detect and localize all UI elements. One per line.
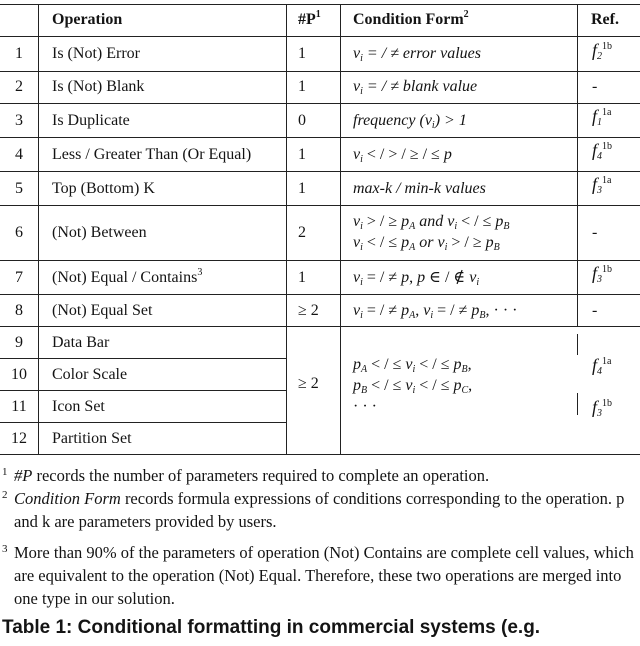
reference-none: -: [592, 224, 598, 241]
table-caption: Table 1: Conditional formatting in commercial systems (e.g.: [2, 617, 541, 638]
condition-form: $v_i$ > / ≥ $p_A$ and $v_i$ < / ≤ $p_B$: [353, 213, 510, 232]
row-number: 12: [11, 430, 27, 447]
table-rule: [0, 71, 640, 72]
condition-form: · · ·: [353, 398, 377, 415]
condition-form: $v_i$ < / > / ≥ / ≤ p: [353, 146, 452, 165]
operation-name: (Not) Equal / Contains$^3$: [52, 267, 203, 286]
reference-figure: $f_4^{1b}$: [592, 140, 613, 162]
table-rule: [0, 103, 640, 104]
condition-form: $p_A$ < / ≤ $v_i$ < / ≤ $p_B$,: [353, 356, 472, 375]
reference-none: -: [592, 78, 598, 95]
condition-form: max-k / min-k values: [353, 180, 486, 197]
reference-figure: $f_3^{1a}$: [592, 174, 612, 196]
condition-form: $p_B$ < / ≤ $v_i$ < / ≤ $p_C$,: [353, 377, 473, 396]
operation-name: Color Scale: [52, 366, 128, 383]
row-number: 2: [15, 78, 23, 95]
reference-figure: $f_2^{1b}$: [592, 40, 613, 62]
table-rule: [0, 326, 640, 327]
header-params: $\#P^1$: [298, 9, 321, 28]
table-rule: [0, 137, 640, 138]
condition-form: $v_i$ < / ≤ $p_A$ or $v_i$ > / ≥ $p_B$: [353, 234, 500, 253]
condition-form: $v_i$ = / ≠ p, p ∈ / ∉ $v_i$: [353, 269, 480, 288]
row-number: 7: [15, 269, 23, 286]
row-number: 3: [15, 112, 23, 129]
table-divider: [577, 393, 578, 415]
param-count: 2: [298, 224, 306, 241]
param-count: 1: [298, 45, 306, 62]
header-ref: Ref.: [591, 11, 619, 28]
operation-name: Is Duplicate: [52, 112, 130, 129]
param-count: 0: [298, 112, 306, 129]
operation-name: Is (Not) Error: [52, 45, 140, 62]
table-divider: [286, 4, 287, 454]
operation-name: Icon Set: [52, 398, 105, 415]
table-divider: [340, 4, 341, 454]
operation-name: Less / Greater Than (Or Equal): [52, 146, 252, 163]
param-count: ≥ 2: [298, 302, 319, 319]
table-divider: [577, 4, 578, 326]
table-rule: [0, 294, 640, 295]
param-count: ≥ 2: [298, 375, 319, 392]
footnote-2: 2 Condition Form records formula expressions of conditions corresponding to the operation. p and k are parameters provided by users.: [2, 489, 625, 531]
operation-name: Partition Set: [52, 430, 132, 447]
operation-name: Top (Bottom) K: [52, 180, 155, 197]
condition-form: $v_i$ = / ≠ error values: [353, 45, 481, 64]
row-number: 4: [15, 146, 23, 163]
param-count: 1: [298, 269, 306, 286]
footnote-3: 3 More than 90% of the parameters of operation (Not) Contains are complete cell values, which are equivalent to the operation (Not) Equal. Therefore, these two operations are merged into one type in our solution.: [2, 543, 634, 608]
table-rule: [0, 260, 640, 261]
table-rule: [0, 454, 640, 455]
table-rule: [0, 4, 640, 5]
table-rule: [0, 358, 286, 359]
condition-form: frequency $(v_i) > 1$: [353, 112, 467, 131]
header-operation: Operation: [52, 11, 123, 28]
reference-figure: $f_3^{1b}$: [592, 263, 613, 285]
reference-figure: $f_3^{1b}$: [592, 397, 613, 419]
reference-figure: $f_1^{1a}$: [592, 106, 612, 128]
table-divider: [38, 4, 39, 454]
param-count: 1: [298, 146, 306, 163]
table-rule: [0, 422, 286, 423]
row-number: 1: [15, 45, 23, 62]
operation-name: Data Bar: [52, 334, 110, 351]
operation-name: Is (Not) Blank: [52, 78, 145, 95]
row-number: 8: [15, 302, 23, 319]
row-number: 6: [15, 224, 23, 241]
param-count: 1: [298, 180, 306, 197]
row-number: 5: [15, 180, 23, 197]
table-rule: [0, 171, 640, 172]
table-rule: [0, 390, 286, 391]
operation-name: (Not) Equal Set: [52, 302, 153, 319]
header-condition-form: Condition Form$^2$: [353, 9, 469, 28]
row-number: 10: [11, 366, 27, 383]
footnote-1: 1 #P records the number of parameters required to complete an operation.: [2, 466, 490, 485]
condition-form: $v_i$ = / ≠ blank value: [353, 78, 478, 97]
row-number: 11: [11, 398, 27, 415]
table-divider: [577, 334, 578, 355]
table-rule: [0, 36, 640, 37]
row-number: 9: [15, 334, 23, 351]
reference-figure: $f_4^{1a}$: [592, 355, 612, 377]
param-count: 1: [298, 78, 306, 95]
reference-none: -: [592, 302, 598, 319]
operation-name: (Not) Between: [52, 224, 147, 241]
table-rule: [0, 205, 640, 206]
condition-form: $v_i$ = / ≠ $p_A$, $v_i$ = / ≠ $p_B$, · · ·: [353, 302, 518, 321]
